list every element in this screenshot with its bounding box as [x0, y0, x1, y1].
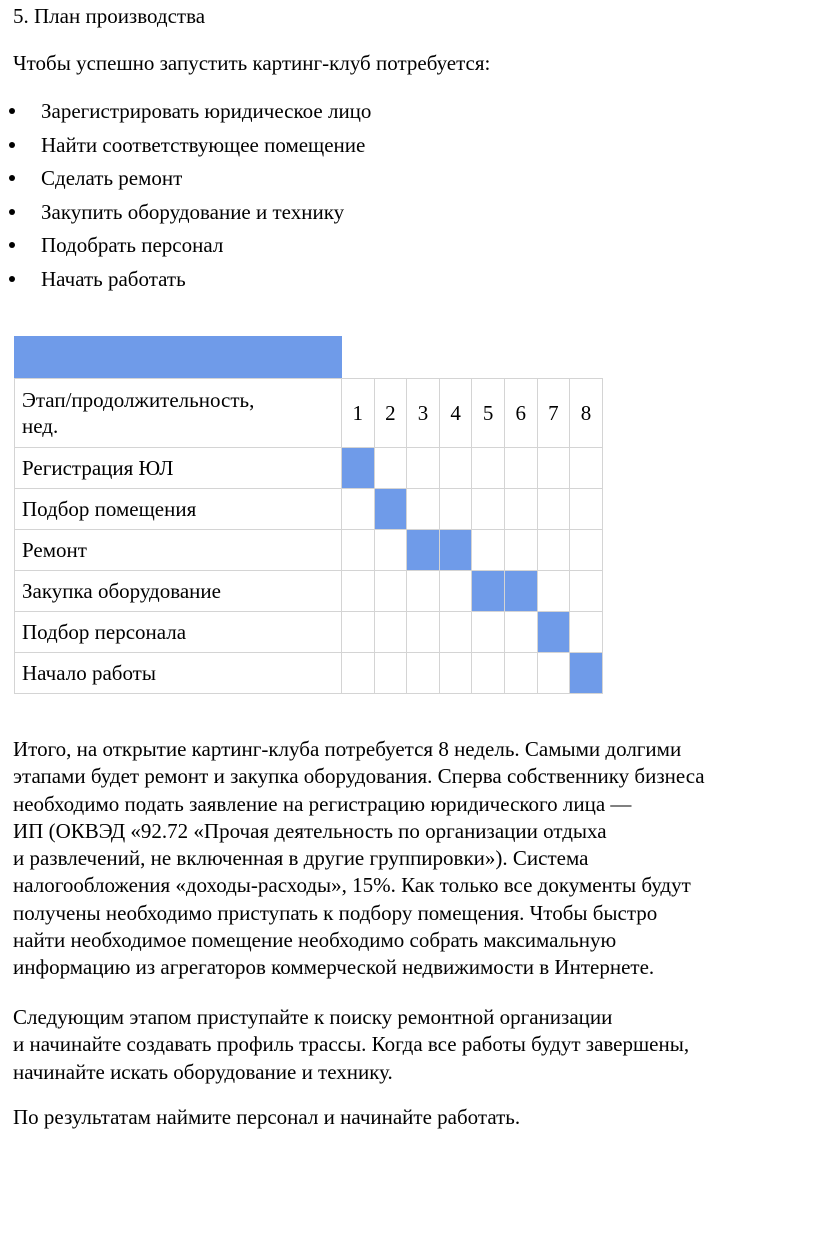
gantt-empty-cell — [537, 653, 570, 694]
gantt-bar-cell — [504, 571, 537, 612]
week-header: 5 — [472, 379, 505, 448]
paragraph-line: Следующим этапом приступайте к поиску ремонтной организации — [13, 1005, 613, 1029]
gantt-empty-cell — [570, 448, 603, 489]
gantt-empty-cell — [472, 612, 505, 653]
gantt-empty-cell — [342, 571, 375, 612]
gantt-empty-cell — [374, 448, 407, 489]
gantt-header-bar — [14, 336, 342, 378]
gantt-empty-cell — [342, 530, 375, 571]
gantt-empty-cell — [407, 489, 440, 530]
section-heading: 5. План производства — [13, 4, 206, 28]
week-header: 7 — [537, 379, 570, 448]
list-item-text: Закупить оборудование и технику — [41, 199, 345, 224]
paragraph-line: начинайте искать оборудование и технику. — [13, 1059, 393, 1084]
week-header: 4 — [439, 379, 472, 448]
stage-label: Ремонт — [15, 530, 342, 571]
gantt-empty-cell — [570, 571, 603, 612]
gantt-bar-cell — [342, 448, 375, 489]
gantt-empty-cell — [570, 489, 603, 530]
paragraph-line: получены необходимо приступать к подбору помещения. Чтобы быстро — [13, 900, 658, 925]
table-row — [15, 448, 603, 489]
list-item-text: Зарегистрировать юридическое лицо — [41, 99, 372, 123]
paragraph-line: найти необходимое помещение необходимо собрать максимальную — [13, 928, 617, 953]
paragraph — [13, 1104, 809, 1131]
gantt-empty-cell — [439, 448, 472, 489]
gantt-empty-cell — [342, 653, 375, 694]
stage-header-line-2: нед. — [22, 414, 59, 438]
gantt-empty-cell — [504, 612, 537, 653]
bullet-icon — [9, 175, 15, 181]
list-item-text: Начать работать — [41, 266, 186, 291]
week-header: 1 — [342, 379, 375, 448]
list-item-text: Найти соответствующее помещение — [41, 132, 366, 157]
paragraph — [13, 736, 809, 982]
gantt-bar-cell — [570, 653, 603, 694]
gantt-table — [14, 378, 603, 694]
stage-header-line-1: Этап/продолжительность, — [22, 388, 255, 412]
paragraph — [13, 1004, 809, 1086]
paragraph-line: этапами будет ремонт и закупка оборудования. Сперва собственнику бизнеса — [13, 764, 705, 789]
intro-text: Чтобы успешно запустить картинг-клуб потребуется: — [13, 51, 491, 75]
paragraph-line: и начинайте создавать профиль трассы. Когда все работы будут завершены, — [13, 1032, 690, 1057]
table-row — [15, 612, 603, 653]
paragraph-line: информацию из агрегаторов коммерческой недвижимости в Интернете. — [13, 955, 655, 980]
gantt-empty-cell — [537, 489, 570, 530]
gantt-chart — [14, 336, 604, 700]
gantt-empty-cell — [407, 653, 440, 694]
gantt-bar-cell — [374, 489, 407, 530]
stage-label: Регистрация ЮЛ — [15, 448, 342, 489]
gantt-empty-cell — [504, 653, 537, 694]
gantt-empty-cell — [472, 448, 505, 489]
table-row — [15, 571, 603, 612]
bullet-icon — [9, 242, 15, 248]
paragraph-line: По результатам наймите персонал и начинайте работать. — [13, 1105, 521, 1129]
gantt-header-row — [15, 379, 603, 448]
table-row — [15, 530, 603, 571]
bullet-icon — [9, 142, 15, 148]
gantt-empty-cell — [374, 612, 407, 653]
gantt-empty-cell — [342, 612, 375, 653]
gantt-bar-cell — [537, 612, 570, 653]
paragraph-line: ИП (ОКВЭД «92.72 «Прочая деятельность по организации отдыха — [13, 818, 607, 843]
paragraph-line: и развлечений, не включенная в другие группировки»). Система — [13, 846, 589, 871]
gantt-empty-cell — [374, 530, 407, 571]
gantt-bar-cell — [439, 530, 472, 571]
gantt-empty-cell — [472, 653, 505, 694]
gantt-bar-cell — [407, 530, 440, 571]
week-header: 6 — [504, 379, 537, 448]
gantt-empty-cell — [504, 448, 537, 489]
gantt-empty-cell — [537, 448, 570, 489]
gantt-empty-cell — [342, 489, 375, 530]
gantt-empty-cell — [472, 530, 505, 571]
gantt-empty-cell — [374, 653, 407, 694]
paragraph-line: Итого, на открытие картинг-клуба потребуется 8 недель. Самыми долгими — [13, 737, 682, 761]
table-row — [15, 653, 603, 694]
gantt-empty-cell — [537, 530, 570, 571]
gantt-empty-cell — [439, 653, 472, 694]
stage-label: Подбор персонала — [15, 612, 342, 653]
gantt-empty-cell — [407, 571, 440, 612]
bullet-icon — [9, 108, 15, 114]
week-header: 3 — [407, 379, 440, 448]
stage-label: Начало работы — [15, 653, 342, 694]
bullet-icon — [9, 276, 15, 282]
gantt-empty-cell — [537, 571, 570, 612]
bullet-icon — [9, 209, 15, 215]
gantt-empty-cell — [407, 448, 440, 489]
stage-column-header — [15, 379, 342, 448]
gantt-empty-cell — [439, 489, 472, 530]
gantt-empty-cell — [504, 489, 537, 530]
gantt-empty-cell — [407, 612, 440, 653]
paragraph-line: налогообложения «доходы-расходы», 15%. Как только все документы будут — [13, 873, 691, 898]
table-row — [15, 489, 603, 530]
gantt-empty-cell — [570, 612, 603, 653]
gantt-body — [15, 448, 603, 694]
list-item-text: Подобрать персонал — [41, 233, 224, 258]
list-item-text: Сделать ремонт — [41, 166, 183, 191]
week-header: 8 — [570, 379, 603, 448]
week-header: 2 — [374, 379, 407, 448]
gantt-bar-cell — [472, 571, 505, 612]
gantt-empty-cell — [472, 489, 505, 530]
stage-label: Подбор помещения — [15, 489, 342, 530]
gantt-empty-cell — [439, 612, 472, 653]
gantt-empty-cell — [570, 530, 603, 571]
gantt-empty-cell — [504, 530, 537, 571]
stage-label: Закупка оборудование — [15, 571, 342, 612]
gantt-empty-cell — [439, 571, 472, 612]
paragraph-line: необходимо подать заявление на регистрацию юридического лица — — [13, 791, 632, 816]
gantt-empty-cell — [374, 571, 407, 612]
